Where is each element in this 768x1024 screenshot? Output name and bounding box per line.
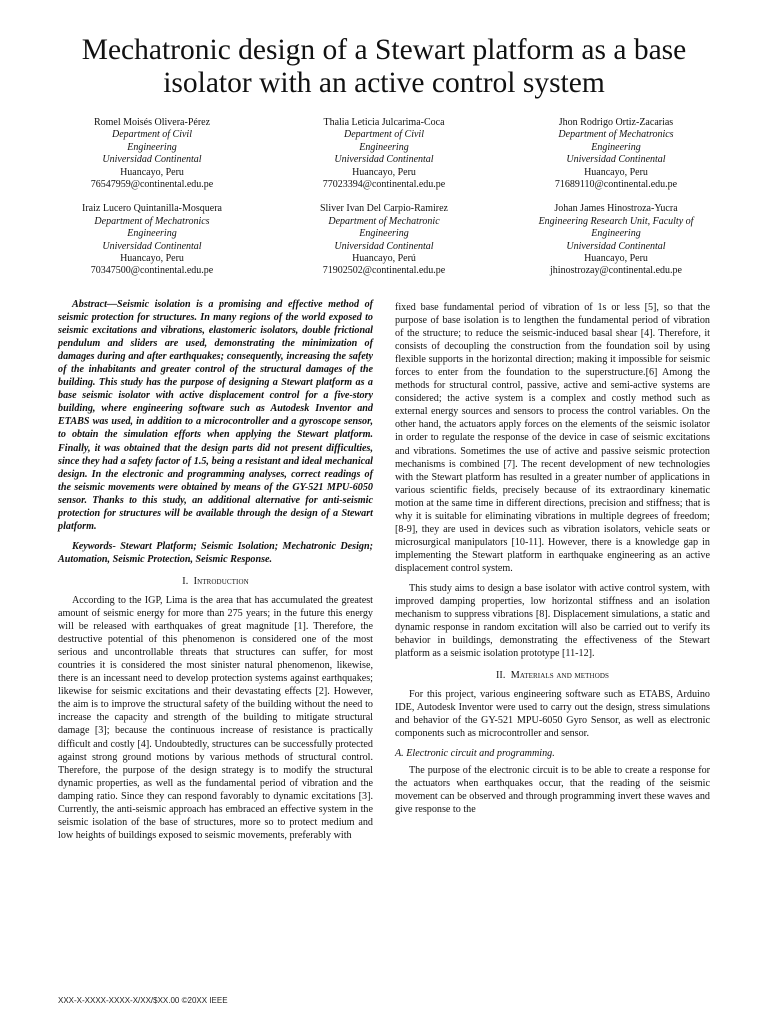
author-email: 71689110@continental.edu.pe — [554, 179, 678, 191]
author-card — [504, 117, 728, 191]
author-department: Department of Civil — [112, 129, 192, 141]
author-name: Romel Moisés Olivera-Pérez — [93, 117, 211, 128]
section-title: Materials and methods — [510, 670, 610, 682]
author-department: Department of Mechatronics — [94, 215, 210, 227]
author-city: Huancayo, Perú — [352, 253, 416, 265]
abstract — [58, 298, 373, 533]
section-heading-methods — [395, 669, 710, 682]
author-city: Huancayo, Peru — [352, 166, 416, 178]
abstract-text: Seismic isolation is a promising and effective method of seismic protection for structures. In many regions of the world exposed to seismic excitations and vibrations, elastomeric isolators, double frictional pendulum and sliders are used, demonstrating the minimization of damages during and after earthquakes; consequently, increasing the safety of the inhabitants and greater control of the structural damages of the building. This study has the purpose of designing a Stewart platform as a base seismic isolator with active displacement control for a five-story building, where engineering software such as Autodesk Inventor and ETABS was used, in addition to a microcontroller and a gyroscope sensor, to obtain the simulation efforts when applying the Stewart platform. Finally, it was obtained that the design parts did not present difficulties, since they had a safety factor of 1.5, being a resistant and ideal mechanical design. In the electronic and programming analyses, correct readings of the seismic movements were obtained by means of the GY-521 MPU-6050 sensor. Thanks to this study, an additional alternative for anti-seismic protection for structures will be available through the design of a Stewart platform. — [58, 299, 373, 532]
author-university: Universidad Continental — [102, 154, 202, 166]
paragraph: According to the IGP, Lima is the area that has accumulated the greatest amount of seismic energy for more than 275 years; in the future this energy will be released with earthquakes of great magnitude [1]. Therefore, the destructive potential of this phenomenon is considered one of the most serious and uncontrollable threats that structures can suffer, for most countries it is considered the most sinister natural phenomenon, likewise, there is an incessant need to develop protection systems against earthquakes; likewise for seismic excitations and their devastating effects [2]. However, the aim is to improve the structural safety of the building without the need to increase the capacity and strength of the building to mitigate structural damage [3]; because the continuous increase of resistance is practically difficult and costly [4]. Undoubtedly, structures can be successfully protected against strong ground motions by various methods of structural control. Therefore, the purpose of the design strategy is to modify the structural dynamic properties, as well as the fundamental period of vibration and the damping ratio. Since they can respond favorably to dynamic excitations [3]. Currently, the anti-seismic approach has embraced an effective system in the seismic isolation of the base of structures, more so to protect medium and low heights of buildings exposed to seismic movements, preferably with — [58, 594, 373, 841]
author-department: Engineering — [359, 141, 409, 153]
author-university: Universidad Continental — [566, 240, 666, 252]
abstract-label: Abstract— — [72, 299, 118, 310]
author-university: Universidad Continental — [334, 240, 434, 252]
section-number: II. — [495, 670, 506, 682]
author-department: Department of Civil — [344, 129, 424, 141]
author-name: Jhon Rodrigo Ortiz-Zacarias — [558, 117, 674, 128]
subsection-heading: A. Electronic circuit and programming. — [395, 747, 555, 759]
author-name: Iraiz Lucero Quintanilla-Mosquera — [82, 203, 222, 215]
author-university: Universidad Continental — [566, 154, 666, 166]
author-email: 71902502@continental.edu.pe — [322, 265, 446, 277]
author-block — [40, 117, 728, 278]
author-department: Engineering — [127, 141, 177, 153]
author-department: Engineering — [359, 228, 409, 240]
author-department: Engineering — [127, 228, 177, 240]
section-heading-introduction — [58, 575, 373, 588]
author-city: Huancayo, Peru — [584, 253, 648, 265]
author-department: Department of Mechatronics — [558, 129, 674, 141]
paragraph: The purpose of the electronic circuit is to be able to create a response for the actuators when earthquakes occur, that the reading of the seismic movement can be observed and through programming invert these waves and give response to the — [395, 764, 710, 815]
author-department: Engineering Research Unit, Faculty of — [538, 215, 694, 227]
paragraph: For this project, various engineering software such as ETABS, Arduino IDE, Autodesk Inventor were used to carry out the design, stress simulations and behavior of the GY-521 MPU-6050 Gyro Sensor, as well as electronic components such as microcontroller and sensor. — [395, 689, 710, 740]
keywords: Keywords- Stewart Platform; Seismic Isolation; Mechatronic Design; Automation, Seismic Protection, Seismic Response. — [58, 540, 373, 565]
author-name: Johan James Hinostroza-Yucra — [554, 203, 678, 215]
author-email: 76547959@continental.edu.pe — [90, 179, 214, 191]
left-column — [58, 298, 373, 842]
author-name: Sliver Ivan Del Carpio-Ramirez — [319, 203, 448, 215]
author-card — [272, 117, 496, 191]
right-column — [395, 301, 710, 816]
paragraph: This study aims to design a base isolator with active control system, with improved damping properties, low horizontal stiffness and an isolation mechanism to suppress vibrations [8]. Displacement simulations, a static and dynamic response in random excitation will also be carried out to verify its behavior in buildings, demonstrating the effectiveness of the Stewart platform as a seismic isolation prototype [11-12]. — [395, 582, 710, 660]
author-city: Huancayo, Peru — [584, 166, 648, 178]
author-department: Department of Mechatronic — [328, 215, 440, 227]
section-title: Introduction — [193, 575, 249, 587]
author-card — [272, 203, 496, 277]
author-city: Huancayo, Peru — [120, 166, 184, 178]
section-number: I. — [182, 575, 189, 587]
author-card — [40, 203, 264, 277]
paragraph: fixed base fundamental period of vibration of 1s or less [5], so that the purpose of base isolation is to lengthen the fundamental period of vibration of the structure; to reduce the seismic-induced basal shear [4]. Therefore, it consists of decoupling the construction from the foundation soil by using flexible supports in the horizontal direction; making it impossible for seismic forces to enter from the foundation to the superstructure.[6] Among the methods for structural control, passive, active and semi-active systems are considered; the active system is a complex and costly method such as external energy sources and sensors to process the control variables. On the other hand, the actuators apply forces on the elements of the seismic isolator in order to regulate the response of the device in case of seismic excitations and vibrations. Sometimes the use of active and passive seismic protection mechanisms is combined [7]. The recent development of new technologies with the Stewart platform has resulted in a greater number of applications in various scientific fields, precisely because of its extraordinary kinematic motion at the same time in different directions, precision and stiffness; that is why it is suitable for eliminating vibrations in multiple degrees of freedom; [8-9], they are used in devices such as vibration isolators, vehicle seats or microsurgical manipulators [10-11]. However, there is a knowledge gap in implementing the Stewart platform in earthquake engineering as an active displacement control system. — [395, 302, 710, 574]
author-university: Universidad Continental — [102, 240, 202, 252]
author-email: 77023394@continental.edu.pe — [322, 179, 446, 191]
author-city: Huancayo, Peru — [120, 253, 184, 265]
author-name: Thalia Leticia Julcarima-Coca — [323, 117, 445, 128]
copyright-footer: XXX-X-XXXX-XXXX-X/XX/$XX.00 ©20XX IEEE — [58, 996, 228, 1005]
author-department: Engineering — [591, 141, 641, 153]
paper-title: Mechatronic design of a Stewart platform as a base isolator with an active control system — [81, 34, 687, 99]
author-email: jhinostrozay@continental.edu.pe — [550, 265, 682, 277]
author-email: 70347500@continental.edu.pe — [90, 265, 214, 277]
author-department: Engineering — [591, 228, 641, 240]
author-card — [40, 117, 264, 191]
author-card — [504, 203, 728, 277]
author-university: Universidad Continental — [334, 154, 434, 166]
